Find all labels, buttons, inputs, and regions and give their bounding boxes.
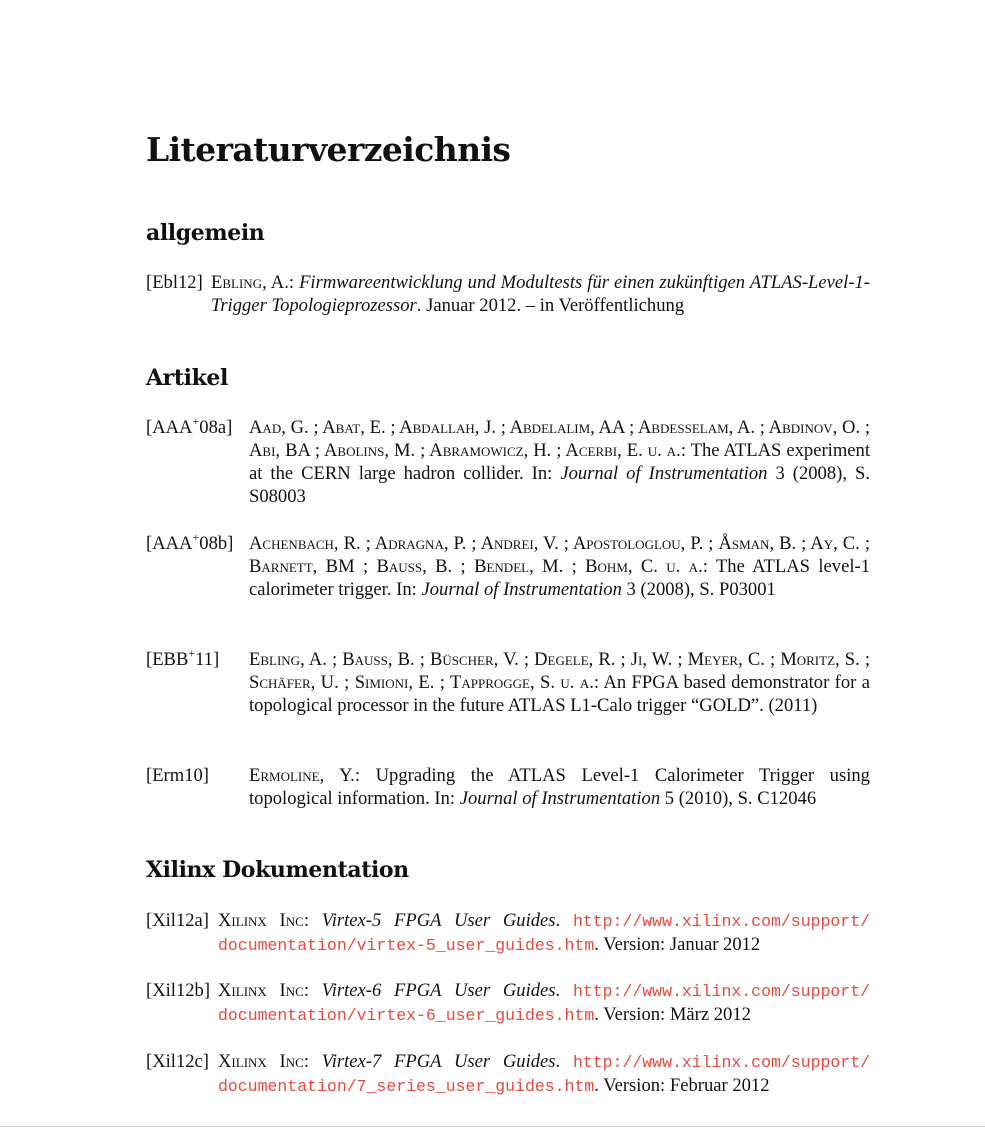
citation-key: [AAA+08b]	[146, 529, 234, 554]
entry-authors: Achenbach, R. ; Adragna, P. ; Andrei, V. ; Apostologlou, P. ; Åsman, B. ; Ay, C. ; Barnett, BM ; Bauss, B. ; Bendel, M. ; Bohm, C. u. a.	[249, 533, 870, 577]
entry-details: . Januar 2012. – in Veröffentlichung	[416, 295, 685, 316]
entry-title: The ATLAS level-1 calorimeter trigger.	[249, 556, 871, 600]
entry-body: Xilinx Inc: Virtex-6 FPGA User Guides. http://www.xilinx.com/support/documentation/virtex-6_user_guides.htm. Version: März 2012	[218, 980, 871, 1025]
entry-title: The ATLAS experiment at the CERN large hadron collider.	[249, 440, 870, 484]
bib-entry-aaa08b	[146, 529, 871, 601]
separator: :	[593, 672, 600, 693]
entry-body	[249, 648, 870, 717]
entry-details: 3 (2008), S. P03001	[626, 579, 776, 600]
entry-details: 3 (2008), S. S08003	[249, 463, 870, 507]
separator: :	[680, 440, 686, 461]
separator: :	[288, 272, 295, 293]
entry-version: Version: Februar 2012	[603, 1075, 770, 1096]
entry-body: Xilinx Inc: Virtex-5 FPGA User Guides. http://www.xilinx.com/support/documentation/virtex-5_user_guides.htm. Version: Januar 2012	[218, 910, 871, 955]
entry-url-link[interactable]: http://www.xilinx.com/support/documentation/7_series_user_guides.htm	[218, 1053, 871, 1096]
entry-title: Virtex-7 FPGA User Guides	[321, 1051, 556, 1072]
entry-author: Xilinx Inc	[218, 980, 304, 1001]
entry-journal: Journal of Instrumentation	[560, 463, 768, 484]
entry-body	[249, 416, 870, 508]
in-label: In:	[531, 463, 553, 484]
entry-author: Ermoline, Y.	[249, 765, 355, 786]
separator: :	[303, 1051, 309, 1072]
entry-author: Xilinx Inc	[218, 910, 304, 931]
entry-body	[249, 532, 870, 601]
citation-key: [AAA+08a]	[146, 413, 233, 438]
entry-journal: Journal of Instrumentation	[459, 788, 661, 809]
entry-details: 5 (2010), S. C12046	[664, 788, 817, 809]
citation-key: [Xil12a]	[146, 910, 209, 931]
entry-title: An FPGA based demonstrator for a topological processor in the future ATLAS L1-Calo trigger “GOLD”.	[249, 672, 871, 716]
entry-body	[249, 764, 870, 810]
entry-authors: Ebling, A. ; Bauss, B. ; Büscher, V. ; Degele, R. ; Ji, W. ; Meyer, C. ; Moritz, S. ; Schäfer, U. ; Simioni, E. ; Tapprogge, S. u. a.	[249, 649, 870, 693]
bib-entry-erm10	[146, 764, 870, 810]
entry-body	[211, 271, 870, 317]
entry-author: Xilinx Inc	[218, 1051, 304, 1072]
entry-journal: Journal of Instrumentation	[421, 579, 622, 600]
bib-entry-xil12c	[146, 1050, 870, 1098]
entry-body: Xilinx Inc: Virtex-7 FPGA User Guides. http://www.xilinx.com/support/documentation/7_series_user_guides.htm. Version: Februar 2012	[218, 1051, 871, 1096]
section-heading-xilinx: Xilinx Dokumentation	[146, 857, 409, 883]
bib-entry-ebl12	[146, 271, 870, 317]
citation-key: [EBB+11]	[146, 645, 220, 670]
in-label: In:	[396, 579, 417, 600]
separator: :	[354, 765, 360, 786]
bib-entry-ebb11	[146, 645, 871, 717]
entry-url-link[interactable]: http://www.xilinx.com/support/documentation/virtex-5_user_guides.htm	[218, 912, 871, 955]
page-title: Literaturverzeichnis	[146, 130, 511, 169]
in-label: In:	[434, 788, 456, 809]
separator: :	[303, 980, 309, 1001]
section-heading-articles: Artikel	[146, 365, 228, 391]
citation-key: [Erm10]	[146, 765, 209, 786]
bib-entry-xil12a	[146, 909, 870, 957]
bib-entry-aaa08a	[146, 413, 870, 508]
entry-url-link[interactable]: http://www.xilinx.com/support/documentation/virtex-6_user_guides.htm	[218, 982, 871, 1025]
entry-title: Firmwareentwicklung und Modultests für einen zukünftigen ATLAS-Level-1-Trigger Topologieprozessor	[211, 272, 870, 316]
entry-version: Version: Januar 2012	[603, 934, 761, 955]
section-heading-general: allgemein	[146, 220, 265, 246]
citation-key: [Ebl12]	[146, 272, 203, 293]
entry-author: Ebling, A.	[211, 272, 289, 293]
entry-title: Upgrading the ATLAS Level-1 Calorimeter Trigger using topological information.	[249, 765, 870, 809]
citation-key: [Xil12b]	[146, 980, 211, 1001]
entry-version: Version: März 2012	[603, 1004, 751, 1025]
separator: :	[303, 910, 309, 931]
bib-entry-xil12b	[146, 979, 870, 1027]
entry-details: (2011)	[768, 695, 818, 716]
entry-authors: Aad, G. ; Abat, E. ; Abdallah, J. ; Abdelalim, AA ; Abdesselam, A. ; Abdinov, O. ; Abi, BA ; Abolins, M. ; Abramowicz, H. ; Acerbi, E. u. a.	[249, 417, 870, 461]
entry-title: Virtex-5 FPGA User Guides	[321, 910, 556, 931]
page-bottom-divider	[0, 1126, 985, 1127]
separator: :	[702, 556, 708, 577]
citation-key: [Xil12c]	[146, 1051, 209, 1072]
entry-title: Virtex-6 FPGA User Guides	[321, 980, 556, 1001]
